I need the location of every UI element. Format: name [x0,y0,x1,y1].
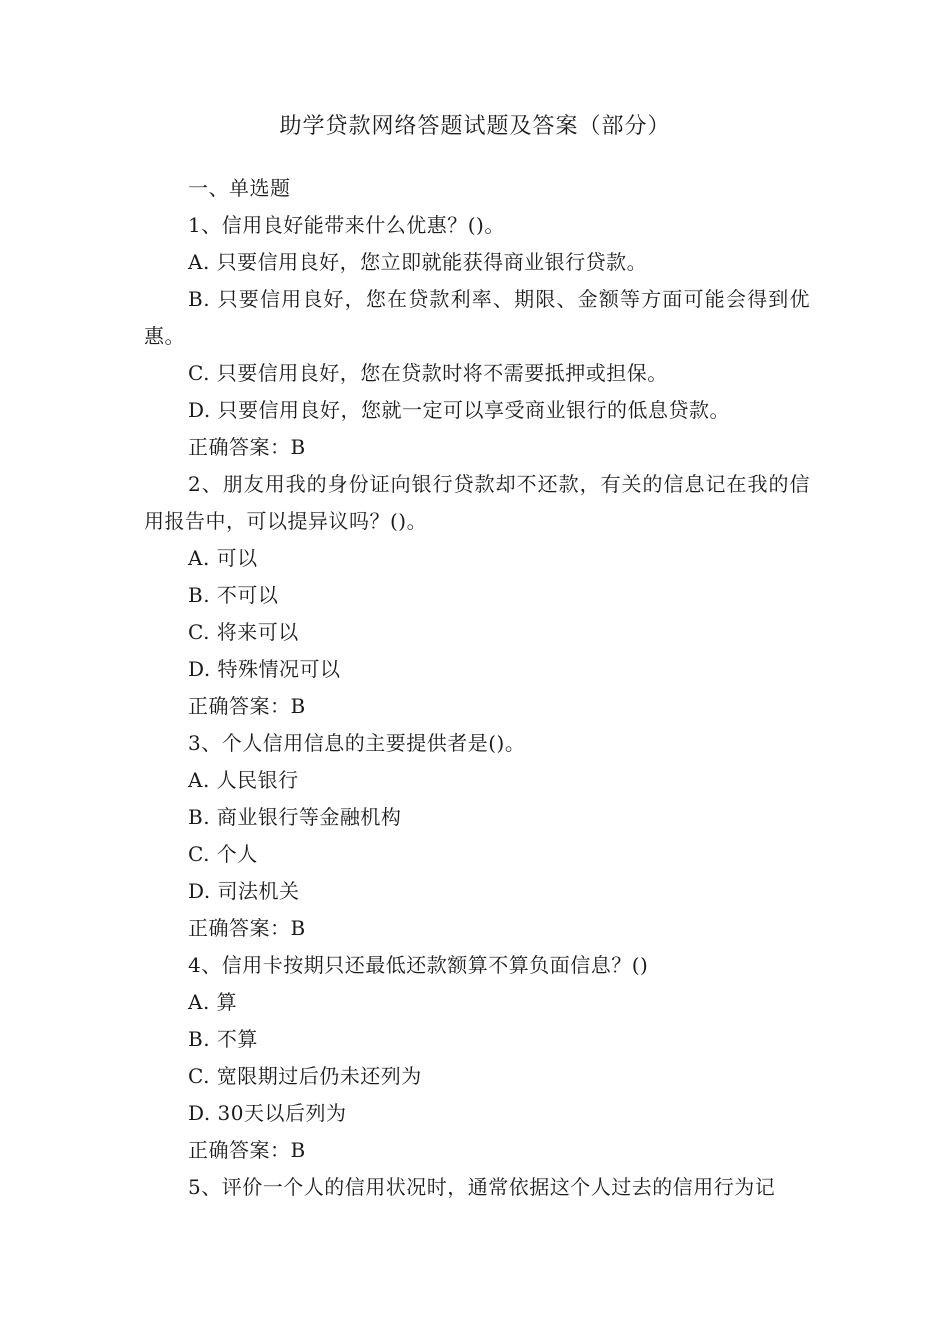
section-heading: 一、单选题 [188,176,291,200]
option-d: D. 司法机关 [188,879,300,903]
option-b: B. 不算 [188,1027,258,1051]
option-b: B. 商业银行等金融机构 [188,805,402,829]
question-stem: 3、个人信用信息的主要提供者是()。 [188,731,526,755]
option-a: A. 算 [188,990,238,1014]
question-stem: 5、评价一个人的信用状况时，通常依据这个人过去的信用行为记 [188,1175,776,1199]
question-stem: 2、朋友用我的身份证向银行贷款却不还款，有关的信息记在我的信用报告中，可以提异议吗？()。 [144,472,810,533]
option-a: A. 人民银行 [188,768,299,792]
correct-answer: 正确答案：B [188,694,306,718]
question-stem: 1、信用良好能带来什么优惠？()。 [188,213,505,237]
correct-answer: 正确答案：B [188,1138,306,1162]
option-d: D. 30天以后列为 [188,1101,347,1125]
document-body [144,170,810,1206]
correct-answer: 正确答案：B [188,435,306,459]
option-c: C. 个人 [188,842,258,866]
option-a: A. 只要信用良好，您立即就能获得商业银行贷款。 [188,250,648,274]
option-b: B. 不可以 [188,583,279,607]
option-c: C. 将来可以 [188,620,299,644]
page-title: 助学贷款网络答题试题及答案（部分） [279,114,671,139]
question-stem: 4、信用卡按期只还最低还款额算不算负面信息？() [188,953,649,977]
correct-answer: 正确答案：B [188,916,306,940]
option-d: D. 特殊情况可以 [188,657,341,681]
option-a: A. 可以 [188,546,258,570]
option-c: C. 宽限期过后仍未还列为 [188,1064,422,1088]
option-d: D. 只要信用良好，您就一定可以享受商业银行的低息贷款。 [188,398,731,422]
option-c: C. 只要信用良好，您在贷款时将不需要抵押或担保。 [188,361,668,385]
option-b: B. 只要信用良好，您在贷款利率、期限、金额等方面可能会得到优惠。 [144,287,810,348]
